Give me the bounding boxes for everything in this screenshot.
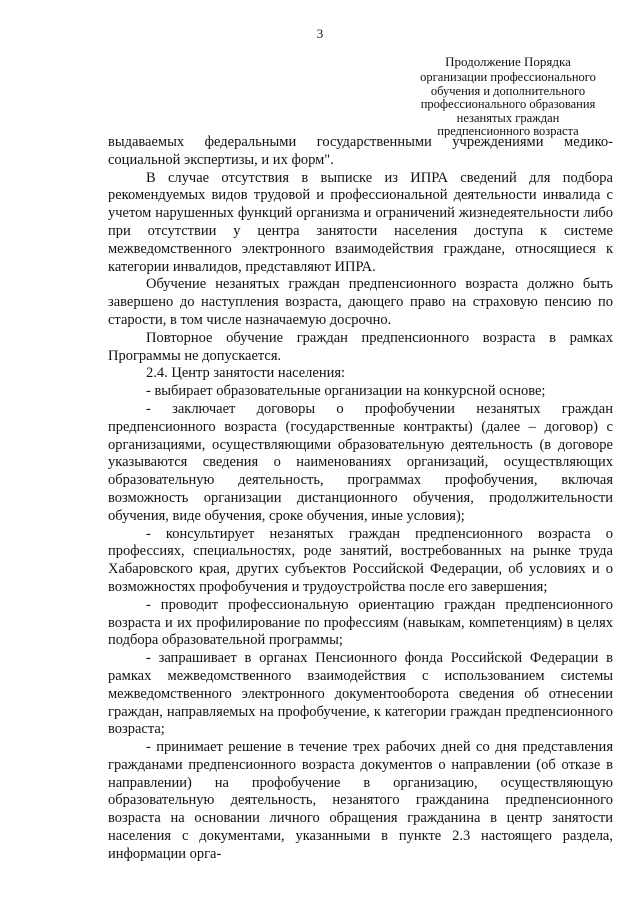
list-item: - заключает договоры о профобучении незанятых граждан предпенсионного возраста (государственные контракты) (далее – договор) с организациями, осуществляющими образовательную деятельность (в договоре указываются сведения о наименованиях организаций, осуществляющих образовательную деятельность, программах профобучения, включая возможность организации дистанционного обучения, продолжительности обучения, виде обучения, сроке обучения, иные условия);: [108, 400, 613, 524]
document-body: [108, 134, 613, 864]
paragraph: выдаваемых федеральными государственными учреждениями медико-социальной экспертизы, и их форм".: [108, 134, 613, 168]
list-item: - выбирает образовательные организации на конкурсной основе;: [146, 383, 546, 400]
list-item: - проводит профессиональную ориентацию граждан предпенсионного возраста и их профилирование по профессиям (навыкам, компетенциям) в целях подбора образовательной программы;: [108, 596, 613, 649]
header-line: профессионального образования: [420, 97, 596, 112]
section-heading: 2.4. Центр занятости населения:: [146, 365, 346, 382]
page-number: 3: [316, 26, 324, 41]
paragraph: Обучение незанятых граждан предпенсионного возраста должно быть завершено до наступления возраста, дающего право на страховую пенсию по старости, в том числе назначаемую досрочно.: [108, 276, 613, 328]
document-header-note: [418, 55, 598, 138]
header-line: предпенсионного возраста: [437, 124, 579, 139]
paragraph: Повторное обучение граждан предпенсионного возраста в рамках Программы не допускается.: [108, 329, 613, 364]
list-item: - запрашивает в органах Пенсионного фонда Российской Федерации в рамках межведомственного взаимодействия с использованием системы межведомственного электронного документооборота сведения об отнесении граждан, направляемых на профобучение, к категории граждан предпенсионного возраста;: [108, 650, 613, 738]
header-line: организации профессионального: [420, 70, 596, 85]
list-item: - консультирует незанятых граждан предпенсионного возраста о профессиях, специальностях, роде занятий, востребованных на рынке труда Хабаровского края, других субъектов Российской Федерации, об условиях и о возможностях профобучения и трудоустройства после его завершения;: [108, 525, 613, 595]
header-line: обучения и дополнительного: [430, 83, 586, 98]
header-line: незанятых граждан: [456, 110, 560, 125]
paragraph: В случае отсутствия в выписке из ИПРА сведений для подбора рекомендуемых видов трудовой и профессиональной деятельности инвалида с учетом нарушенных функций организма и ограничений жизнедеятельности либо при отсутствии у центра занятости населения доступа к системе межведомственного электронного взаимодействия граждане, относящиеся к категории инвалидов, представляют ИПРА.: [108, 169, 613, 275]
list-item: - принимает решение в течение трех рабочих дней со дня представления гражданами предпенсионного возраста документов о направлении (об отказе в направлении) на профобучение в организацию, осуществляющую образовательную деятельность, незанятого гражданина предпенсионного возраста на основании личного обращения гражданина в центр занятости населения с документами, указанными в пункте 2.3 настоящего раздела, информации орга-: [108, 739, 613, 862]
header-line: Продолжение Порядка: [445, 54, 571, 69]
